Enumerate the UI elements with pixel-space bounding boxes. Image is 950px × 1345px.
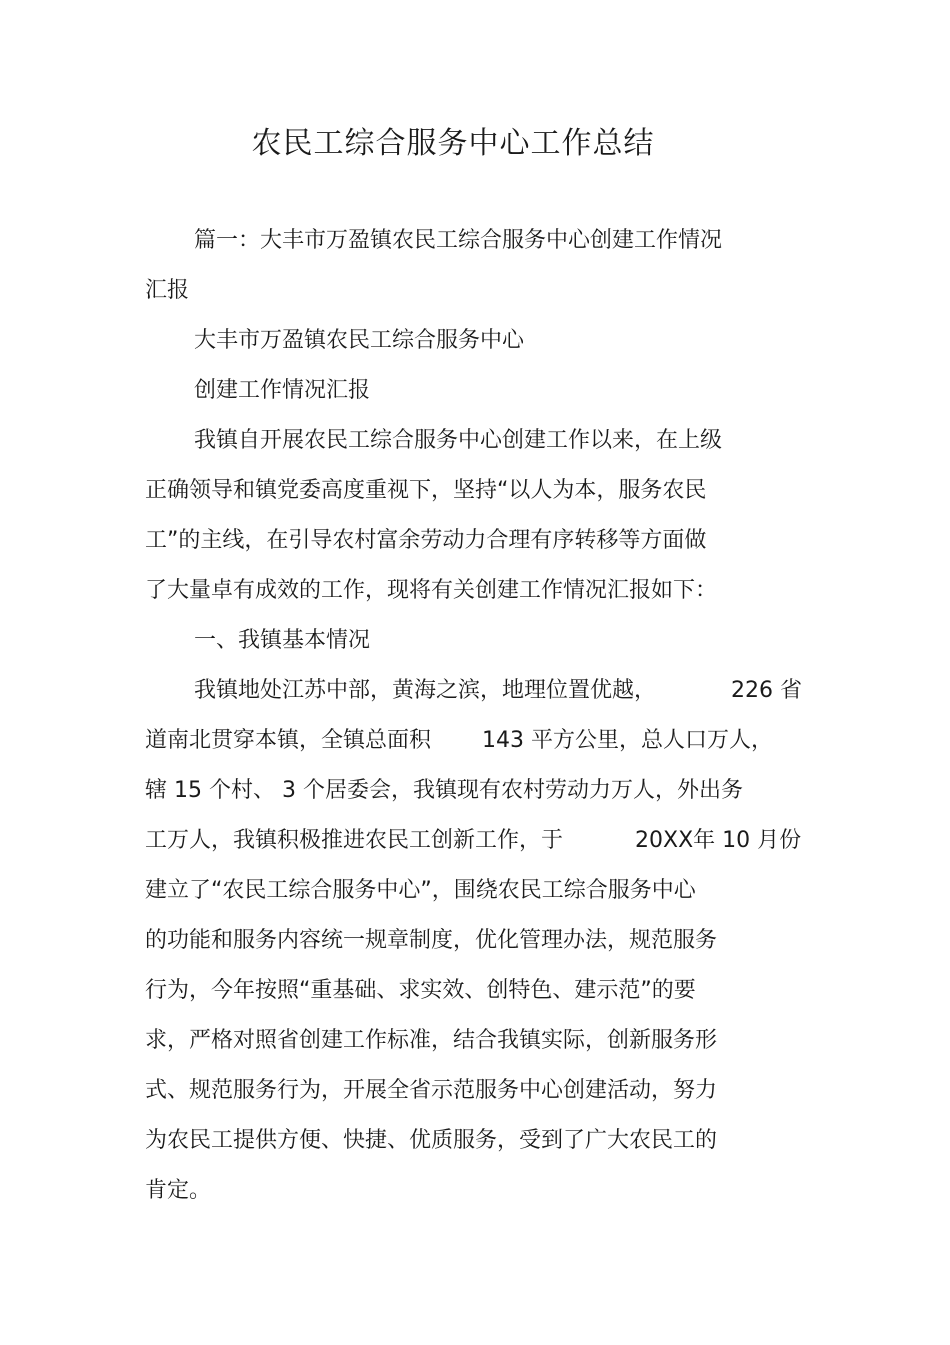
text-line: 的功能和服务内容统一规章制度，优化管理办法，规范服务 xyxy=(145,928,718,953)
section-heading: 一、我镇基本情况 xyxy=(194,628,371,653)
text-line: 我镇自开展农民工综合服务中心创建工作以来，在上级 xyxy=(194,428,723,453)
text-line-fragment: 143 平方公里，总人口万人， xyxy=(482,728,773,753)
text-line: 我镇地处江苏中部，黄海之滨，地理位置优越， xyxy=(194,678,657,703)
text-line: 正确领导和镇党委高度重视下，坚持“以人为本，服务农民 xyxy=(145,478,707,503)
text-line-fragment: 226 省 xyxy=(731,678,802,703)
text-line: 篇一：大丰市万盈镇农民工综合服务中心创建工作情况 xyxy=(194,228,723,253)
text-line: 建立了“农民工综合服务中心”，围绕农民工综合服务中心 xyxy=(145,878,696,903)
text-line: 为农民工提供方便、快捷、优质服务，受到了广大农民工的 xyxy=(145,1128,718,1153)
text-line: 行为，今年按照“重基础、求实效、创特色、建示范”的要 xyxy=(145,978,696,1003)
text-line: 道南北贯穿本镇，全镇总面积 xyxy=(145,728,432,753)
document-title: 农民工综合服务中心工作总结 xyxy=(251,126,655,161)
text-line: 创建工作情况汇报 xyxy=(194,378,371,403)
text-line: 了大量卓有成效的工作，现将有关创建工作情况汇报如下： xyxy=(145,578,718,603)
text-line: 汇报 xyxy=(145,278,190,303)
text-line: 肯定。 xyxy=(145,1178,212,1203)
text-line-fragment: 20XX年 10 月份 xyxy=(635,828,802,853)
text-line: 辖 15 个村、 3 个居委会，我镇现有农村劳动力万人，外出务 xyxy=(145,778,743,803)
text-line: 求，严格对照省创建工作标准，结合我镇实际，创新服务形 xyxy=(145,1028,718,1053)
text-line: 工万人，我镇积极推进农民工创新工作，于 xyxy=(145,828,564,853)
text-line: 式、规范服务行为，开展全省示范服务中心创建活动，努力 xyxy=(145,1078,718,1103)
text-line: 工”的主线，在引导农村富余劳动力合理有序转移等方面做 xyxy=(145,528,707,553)
text-line: 大丰市万盈镇农民工综合服务中心 xyxy=(194,328,525,353)
